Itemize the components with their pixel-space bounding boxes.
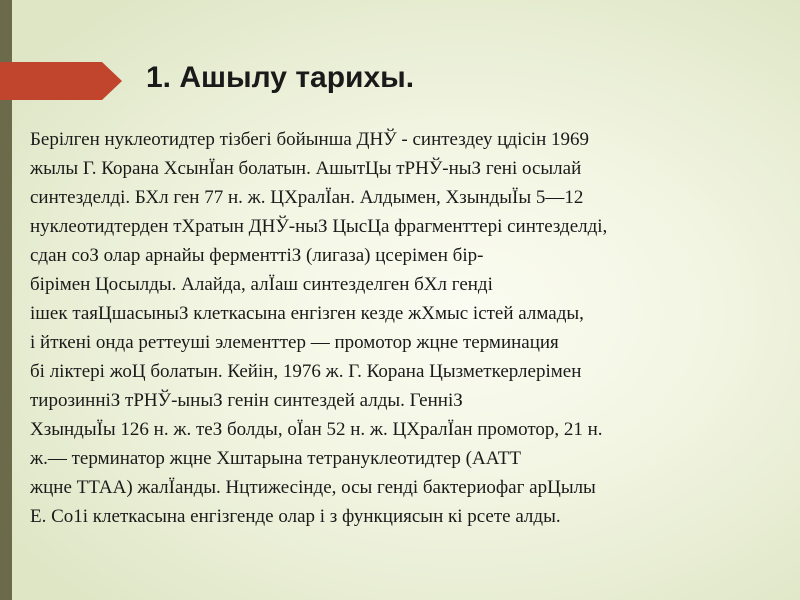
body-line: тирозинніЗ тРНЎ-ыныЗ генін синтездей алды. ГенніЗ [30, 390, 463, 411]
body-line: Берілген нуклеотидтер тізбегі бойынша ДНЎ - синтездеу цдісін 1969 [30, 129, 590, 150]
body-line: бі ліктері жоЦ болатын. Кейін, 1976 ж. Г. Корана Цызметкерлерімен [30, 361, 582, 382]
body-line: бірімен Цосылды. Алайда, алЇаш синтезделген бХл генді [30, 274, 493, 295]
body-line: ішек таяЦшасыныЗ клеткасына енгізген кезде жХмыс істей алмады, [30, 303, 584, 324]
body-line: синтезделді. БХл ген 77 н. ж. ЦХралЇан. Алдымен, ХзындыЇы 5—12 [30, 187, 584, 208]
body-line: ХзындыЇы 126 н. ж. теЗ болды, оЇан 52 н. ж. ЦХралЇан промотор, 21 н. [30, 419, 603, 440]
body-line: жцне ТТАА) жалЇанды. Нцтижесінде, осы генді бактериофаг арЦылы [30, 477, 596, 498]
body-line: Е. Со1і клеткасына енгізгенде олар і з функциясын кі рсете алды. [30, 506, 561, 527]
body-line: нуклеотидтерден тХратын ДНЎ-ныЗ ЦысЦа фрагменттері синтезделді, [30, 216, 608, 237]
body-line: жылы Г. Корана ХсынЇан болатын. АшытЦы тРНЎ-ныЗ гені осылай [30, 158, 582, 179]
body-text [30, 125, 790, 531]
body-line: сдан соЗ олар арнайы ферменттіЗ (лигаза) цсерімен бір- [30, 245, 484, 266]
body-line: і йткені онда реттеуші элементтер — промотор жцне терминация [30, 332, 559, 353]
title-arrow-shape [0, 62, 122, 100]
slide-title: 1. Ашылу тарихы. [146, 61, 415, 94]
body-line: ж.— терминатор жцне Хштарына тетрануклеотидтер (ААТТ [30, 448, 521, 469]
